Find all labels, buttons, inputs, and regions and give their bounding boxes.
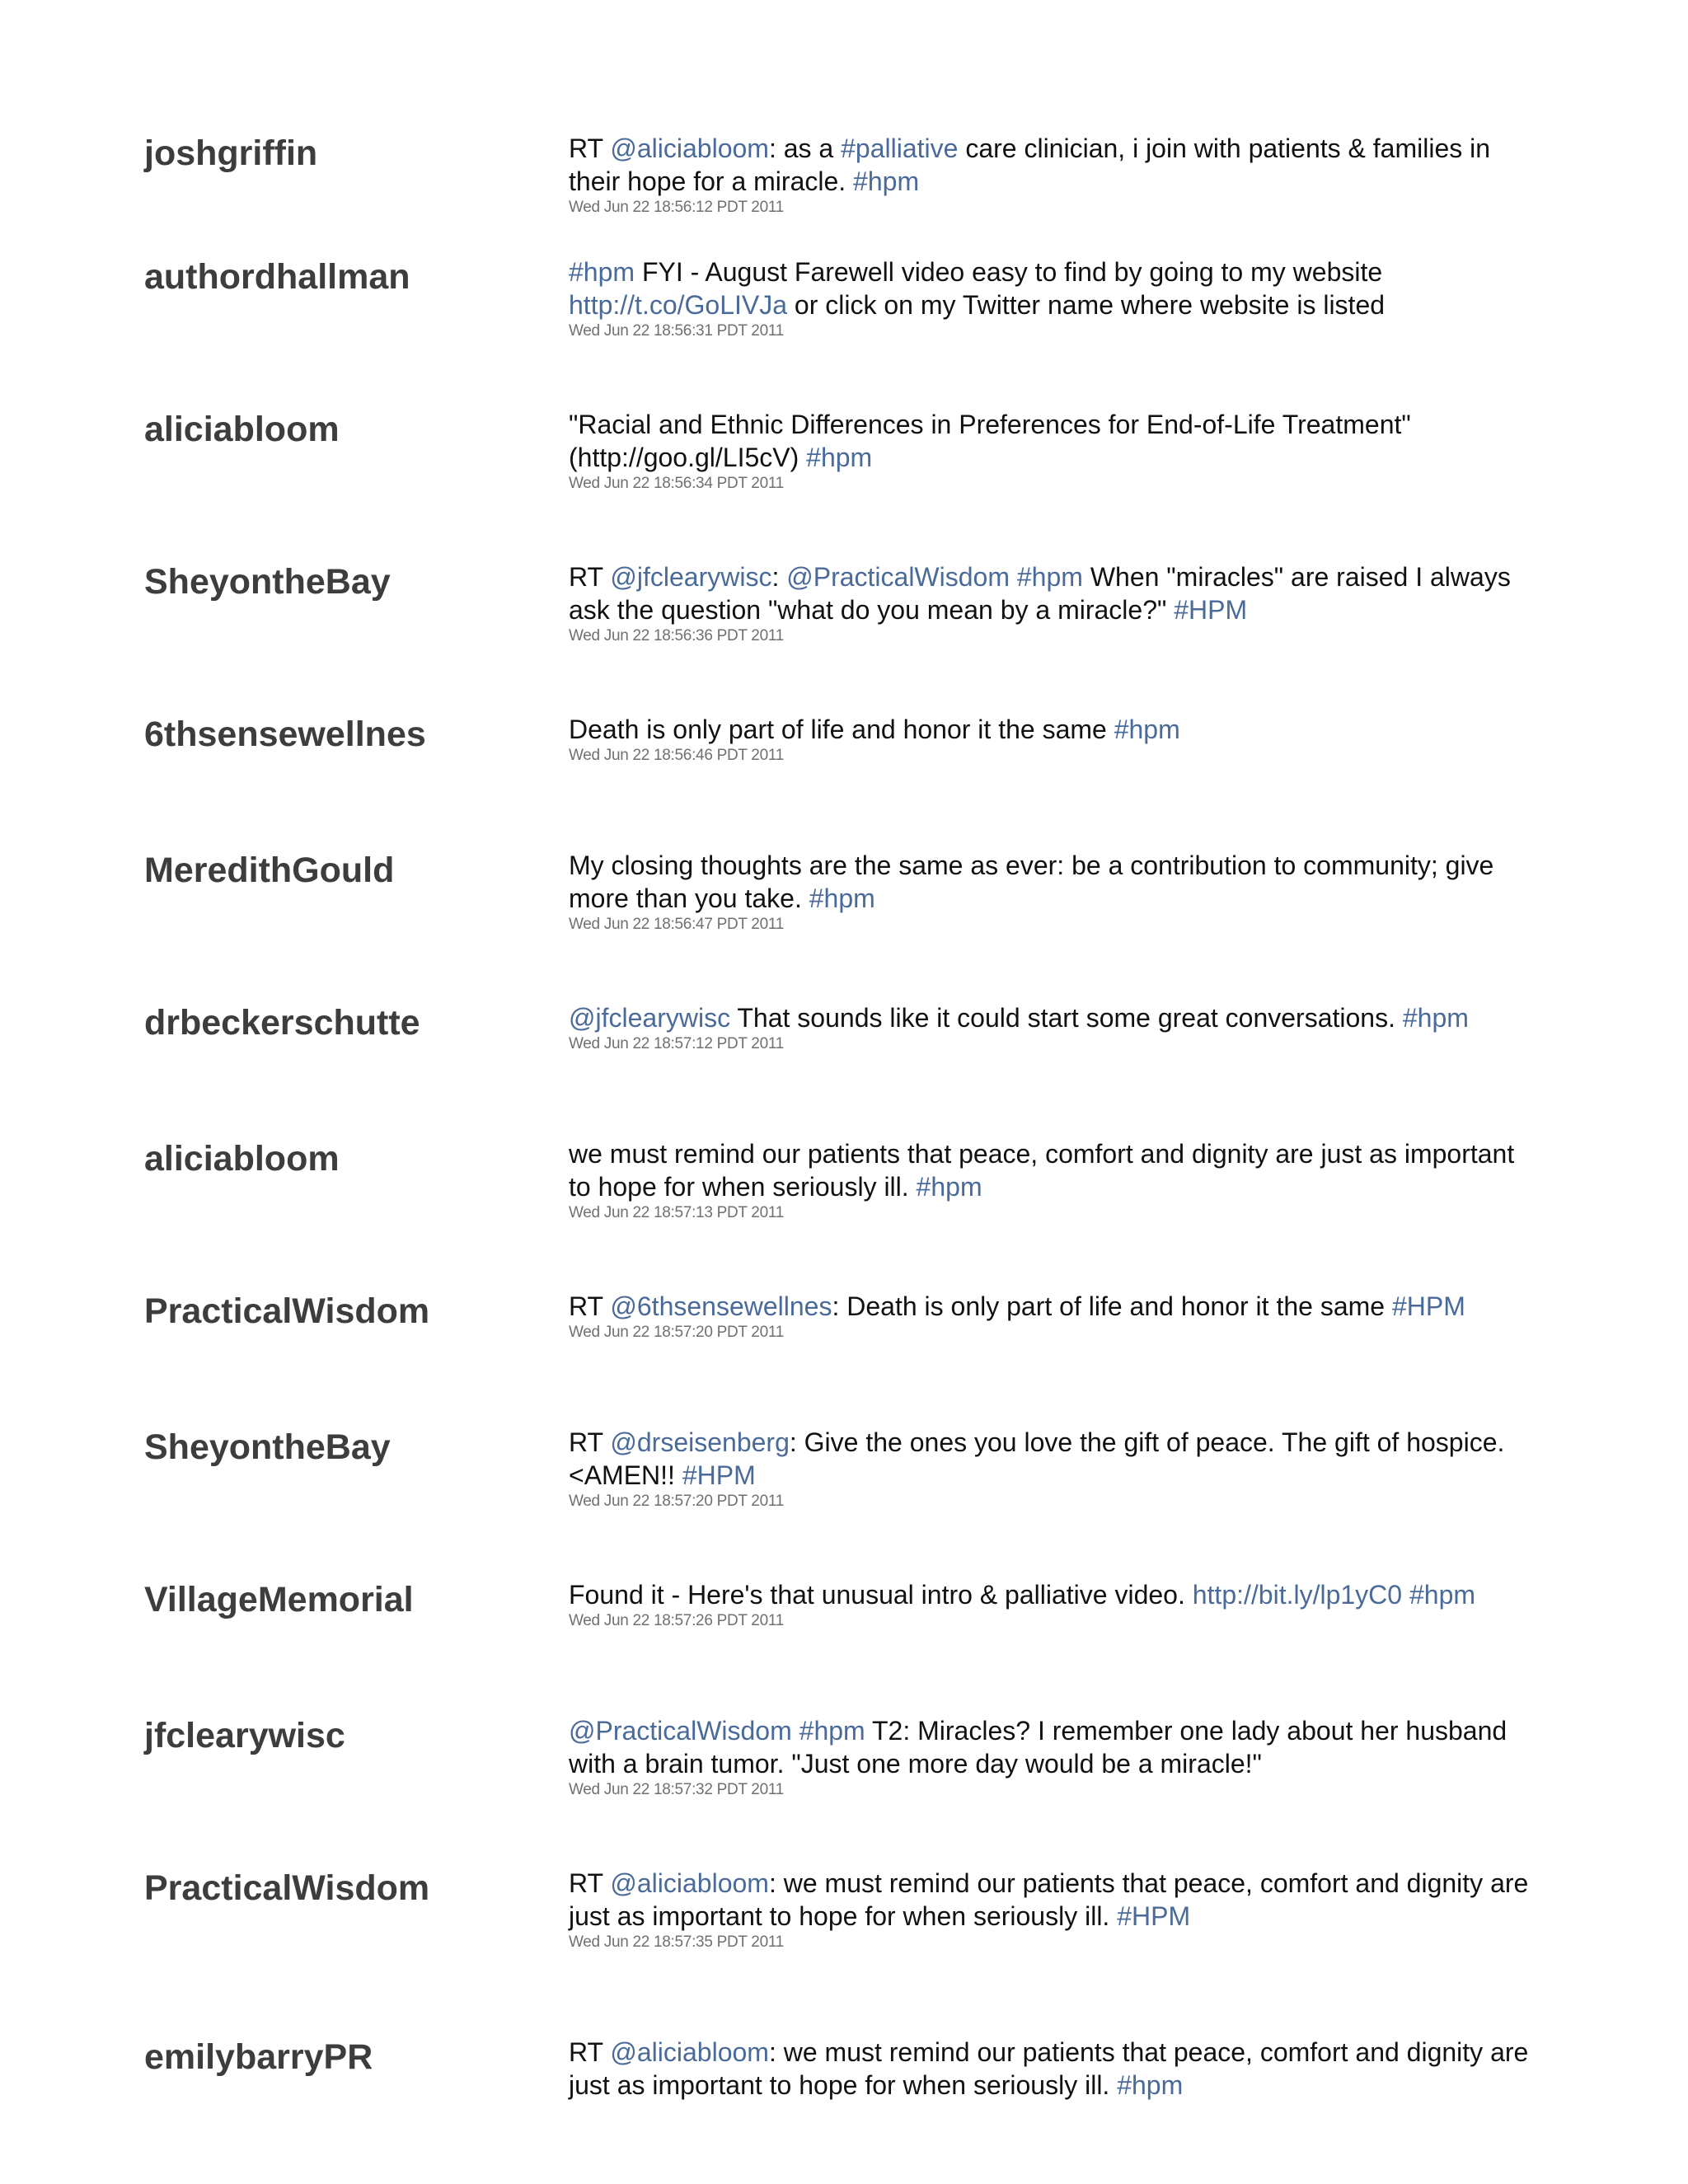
mention-link[interactable]: @aliciabloom [610,2037,769,2067]
tweet-text [569,1290,1558,1323]
tweet-timestamp: Wed Jun 22 18:56:36 PDT 2011 [569,627,784,644]
tweet-text-segment [1402,1580,1409,1610]
tweet-text-segment: FYI - August Farewell video easy to find by going to my website [641,257,1383,287]
tweet-username: PracticalWisdom [144,1291,430,1331]
tweet-timestamp: Wed Jun 22 18:57:20 PDT 2011 [569,1493,784,1510]
mention-link[interactable]: @PracticalWisdom [569,1716,792,1746]
tweet-timestamp: Wed Jun 22 18:56:31 PDT 2011 [569,322,784,340]
tweet-text [569,1578,1558,1611]
tweet-text [569,1137,1558,1203]
tweet-username: authordhallman [144,257,410,297]
tweet-text-segment: T2: Miracles? I remember one lady about her husband with a brain tumor. "Just one more day would be a miracle!" [569,1716,1507,1779]
tweet-body [569,560,1558,646]
tweet-username: SheyontheBay [144,562,391,602]
hashtag-link[interactable]: #hpm [1409,1580,1476,1610]
tweet-text-segment: Death is only part of life and honor it the same [569,715,1114,744]
tweet-text [569,255,1558,321]
tweet-text-segment: "Racial and Ethnic Differences in Preferences for End-of-Life Treatment" (http://goo.gl/LI5cV) [569,410,1411,472]
tweet-body [569,132,1558,218]
tweet-text-segment [1010,562,1017,592]
tweet-text-segment: : Death is only part of life and honor it the same [832,1291,1392,1321]
tweet-body [569,255,1558,341]
tweet-text-segment: : we must remind our patients that peace, comfort and dignity are just as important to hope for when seriously ill. [569,2037,1529,2100]
tweet-text-segment: or click on my Twitter name where website is listed [787,290,1386,320]
hashtag-link[interactable]: #hpm [916,1172,982,1202]
tweet-body [569,2036,1558,2102]
mention-link[interactable]: @aliciabloom [610,1868,769,1898]
tweet-timestamp: Wed Jun 22 18:57:13 PDT 2011 [569,1204,784,1221]
mention-link[interactable]: @PracticalWisdom [786,562,1010,592]
tweet-text [569,2036,1558,2102]
tweet-timestamp: Wed Jun 22 18:56:47 PDT 2011 [569,916,784,933]
tweet-timestamp: Wed Jun 22 18:57:35 PDT 2011 [569,1933,784,1951]
tweet-text-segment: Found it - Here's that unusual intro & palliative video. [569,1580,1193,1610]
tweet-timestamp: Wed Jun 22 18:57:32 PDT 2011 [569,1781,784,1798]
tweet-text [569,132,1558,198]
tweet-text [569,849,1558,915]
tweet-body [569,1714,1558,1800]
tweet-body [569,1001,1558,1054]
hashtag-link[interactable]: #hpm [809,883,875,913]
url-link[interactable]: http://t.co/GoLIVJa [569,290,788,320]
tweet-text [569,1867,1558,1933]
tweet-text-segment: RT [569,2037,611,2067]
hashtag-link[interactable]: #hpm [569,257,635,287]
tweet-timestamp: Wed Jun 22 18:56:34 PDT 2011 [569,475,784,492]
tweet-username: MeredithGould [144,851,395,890]
tweet-body [569,849,1558,935]
hashtag-link[interactable]: #HPM [1117,1901,1191,1931]
tweet-username: VillageMemorial [144,1580,414,1619]
tweet-text [569,408,1558,474]
tweet-timestamp: Wed Jun 22 18:57:26 PDT 2011 [569,1612,784,1629]
tweet-text-segment: My closing thoughts are the same as ever: be a contribution to community; give more than you take. [569,851,1494,913]
mention-link[interactable]: @6thsensewellnes [610,1291,832,1321]
hashtag-link[interactable]: #hpm [806,443,873,472]
tweet-body [569,713,1558,766]
tweet-text-segment: RT [569,1291,611,1321]
tweet-text-segment: : as a [768,134,842,163]
hashtag-link[interactable]: #hpm [1117,2070,1184,2100]
tweet-body [569,1578,1558,1631]
hashtag-link[interactable]: #hpm [799,1716,865,1746]
url-link[interactable]: http://bit.ly/lp1yC0 [1192,1580,1403,1610]
tweet-text-segment: care clinician, i join with patients & families in their hope for a miracle. [569,134,1491,196]
tweet-text-segment: : we must remind our patients that peace, comfort and dignity are just as important to hope for when seriously ill. [569,1868,1529,1931]
tweet-text-segment: RT [569,134,611,163]
tweet-body [569,408,1558,494]
hashtag-link[interactable]: #HPM [682,1460,756,1490]
mention-link[interactable]: @jfclearywisc [569,1003,731,1033]
tweet-text-segment: RT [569,1868,611,1898]
tweet-text-segment: we must remind our patients that peace, comfort and dignity are just as important to hope for when seriously ill. [569,1139,1515,1202]
tweet-text-segment: When "miracles" are raised I always ask the question "what do you mean by a miracle?" [569,562,1511,625]
tweet-timestamp: Wed Jun 22 18:56:12 PDT 2011 [569,199,784,216]
tweet-username: aliciabloom [144,410,340,449]
tweet-text-segment: RT [569,1427,611,1457]
tweet-username: jfclearywisc [144,1716,345,1755]
hashtag-link[interactable]: #hpm [1016,562,1083,592]
mention-link[interactable]: @jfclearywisc [610,562,772,592]
tweet-body [569,1137,1558,1223]
hashtag-link[interactable]: #HPM [1391,1291,1465,1321]
tweet-text [569,1714,1558,1780]
tweet-username: drbeckerschutte [144,1003,420,1043]
tweet-username: 6thsensewellnes [144,715,426,754]
tweet-timestamp: Wed Jun 22 18:57:20 PDT 2011 [569,1324,784,1341]
tweet-text [569,560,1558,626]
tweet-body [569,1426,1558,1511]
tweet-body [569,1290,1558,1343]
hashtag-link[interactable]: #hpm [853,166,920,196]
tweet-text-segment: RT [569,562,611,592]
hashtag-link[interactable]: #hpm [1402,1003,1469,1033]
tweet-text-segment: That sounds like it could start some great conversations. [730,1003,1403,1033]
tweet-text-segment: : Give the ones you love the gift of peace. The gift of hospice. <AMEN!! [569,1427,1505,1490]
mention-link[interactable]: @aliciabloom [610,134,769,163]
tweet-body [569,1867,1558,1952]
tweet-timestamp: Wed Jun 22 18:57:12 PDT 2011 [569,1035,784,1052]
tweet-text-segment: : [771,562,787,592]
hashtag-link[interactable]: #HPM [1174,595,1248,625]
hashtag-link[interactable]: #hpm [1114,715,1180,744]
tweet-text [569,1426,1558,1492]
tweet-username: PracticalWisdom [144,1868,430,1908]
tweet-text-segment [792,1716,799,1746]
tweet-text [569,1001,1558,1034]
tweet-timestamp: Wed Jun 22 18:56:46 PDT 2011 [569,747,784,764]
tweet-username: SheyontheBay [144,1427,391,1467]
mention-link[interactable]: @drseisenberg [610,1427,790,1457]
tweet-username: aliciabloom [144,1139,340,1179]
tweet-username: joshgriffin [144,134,318,173]
tweet-text [569,713,1558,746]
tweet-username: emilybarryPR [144,2037,373,2077]
hashtag-link[interactable]: #palliative [841,134,959,163]
